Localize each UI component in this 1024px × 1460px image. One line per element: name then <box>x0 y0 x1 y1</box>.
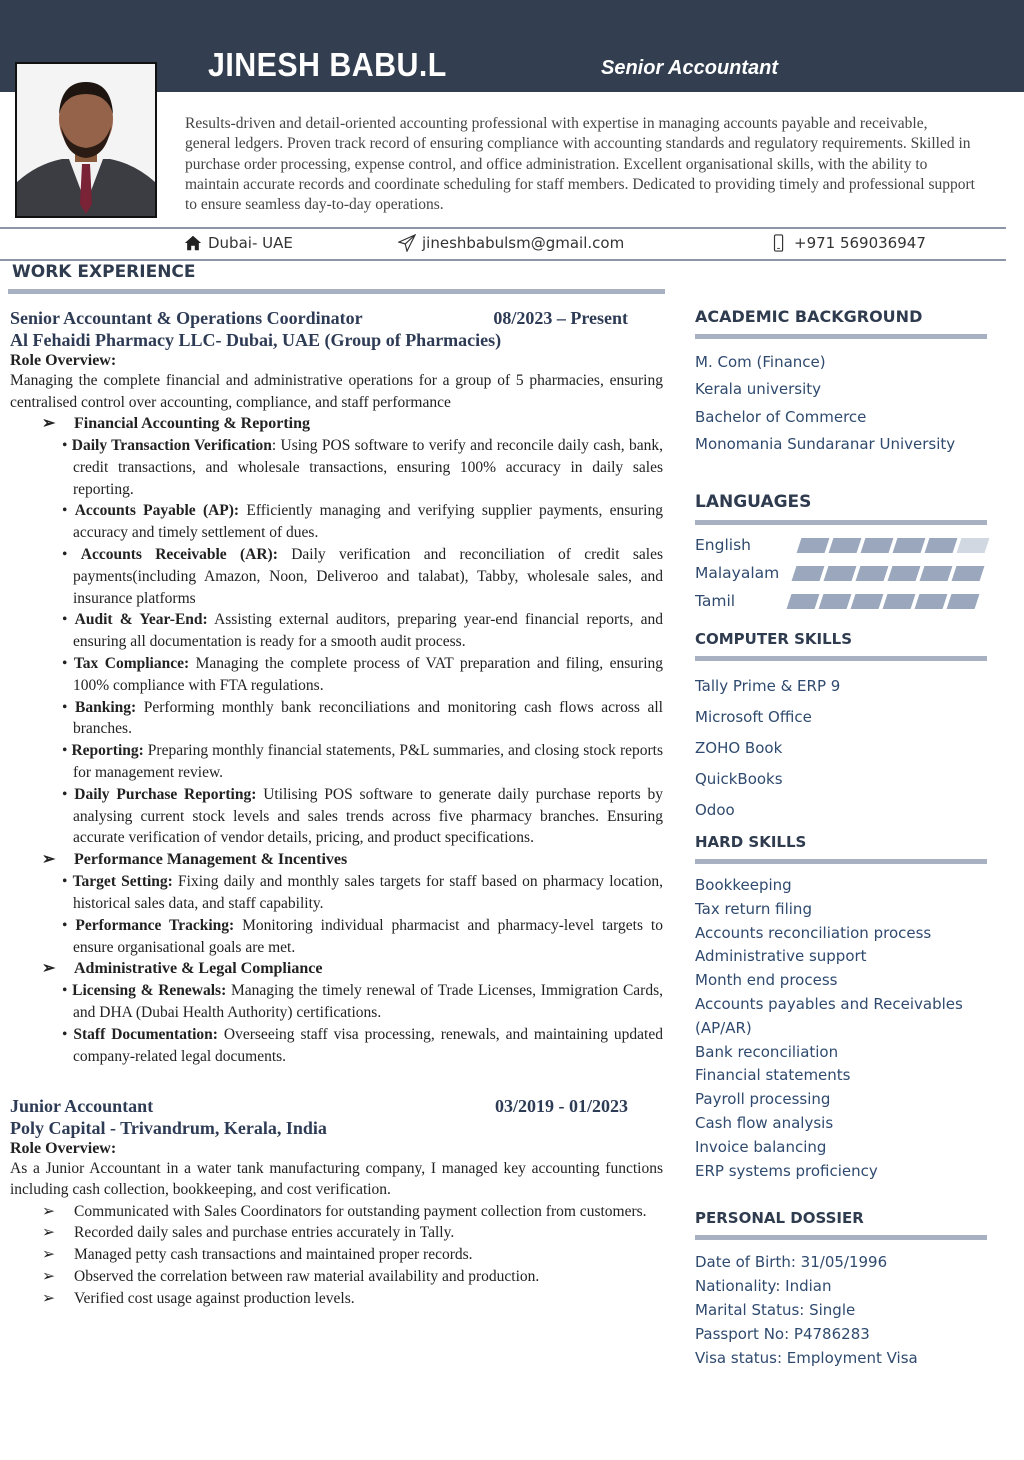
hard-skills-section <box>695 833 987 1183</box>
bullet-item <box>62 435 663 500</box>
email-text[interactable]: jineshbabulsm@gmail.com <box>422 234 625 252</box>
subsection-heading <box>42 413 663 435</box>
language-name: Malayalam <box>695 564 780 582</box>
bullet-item <box>62 544 663 609</box>
subsection-heading <box>42 958 663 980</box>
phone-text: +971 569036947 <box>794 234 926 252</box>
level-segment <box>952 566 985 581</box>
level-segment <box>947 594 980 609</box>
arrow-bullet-icon: ➢ <box>42 960 56 978</box>
contact-email[interactable] <box>398 234 624 252</box>
bullet-item <box>62 1024 663 1068</box>
bullet-item <box>42 1288 663 1310</box>
hard-skills-item: Payroll processing <box>695 1090 831 1109</box>
location-text: Dubai- UAE <box>208 234 293 252</box>
bullet-dot-icon: • <box>62 437 72 454</box>
role-overview-label: Role Overview: <box>10 352 117 369</box>
job-header <box>10 308 663 329</box>
hard-skills-item: Bookkeeping <box>695 876 792 894</box>
hard-skills-item: Month end process <box>695 971 838 990</box>
languages-section <box>695 492 987 615</box>
language-name: English <box>695 536 751 554</box>
language-row <box>695 559 987 587</box>
bullet-item <box>42 1222 663 1244</box>
bullet-text: Overseeing staff visa processing, renewals, and maintaining updated company-related legal documents. <box>73 1025 663 1065</box>
bullet-label: Audit & Year-End: <box>74 611 208 629</box>
personal-item: Nationality: Indian <box>695 1277 832 1295</box>
bullet-item <box>62 915 663 959</box>
job-dates: 03/2019 - 01/2023 <box>495 1095 628 1116</box>
computer-skills-item: Tally Prime & ERP 9 <box>695 677 841 695</box>
bullet-item <box>62 871 663 915</box>
level-segment <box>797 538 830 553</box>
bullet-label: Daily Purchase Reporting: <box>74 785 257 803</box>
bullet-dot-icon: • <box>62 698 75 716</box>
bullet-label: Accounts Payable (AP): <box>74 502 240 520</box>
academic-item: Monomania Sundaranar University <box>695 434 956 453</box>
bullet-text: Efficiently managing and verifying supplier payments, ensuring accuracy and timely settlement of dues. <box>73 502 663 542</box>
academic-item: Kerala university <box>695 380 821 399</box>
hard-skills-item: Invoice balancing <box>695 1137 827 1156</box>
hard-skills-heading: HARD SKILLS <box>695 833 807 851</box>
language-level-bar <box>789 594 977 609</box>
level-segment <box>925 538 958 553</box>
bullet-item <box>62 609 663 653</box>
bullet-text: Observed the correlation between raw material availability and production. <box>74 1267 540 1285</box>
bullet-dot-icon: • <box>62 742 72 760</box>
computer-skills-item: QuickBooks <box>695 770 783 788</box>
arrow-bullet-icon: ➢ <box>42 415 56 432</box>
job-title: Senior Accountant & Operations Coordinator <box>10 308 363 328</box>
personal-dossier-section <box>695 1209 987 1370</box>
paper-plane-icon <box>398 234 416 252</box>
bullet-text: Preparing monthly financial statements, P&L summaries, and closing stock reports for management review. <box>73 742 663 781</box>
bullet-item <box>42 1201 663 1223</box>
arrow-bullet-icon: ➢ <box>42 1246 55 1264</box>
bullet-dot-icon: • <box>62 873 73 891</box>
academic-heading: ACADEMIC BACKGROUND <box>695 307 923 326</box>
bullet-text: Daily verification and reconciliation of credit sales payments(including Amazon, Noon, Deliveroo and talabat), Tabby, wholesale sales, and insurance platforms <box>73 545 663 607</box>
section-rule <box>695 1235 987 1240</box>
bullet-dot-icon: • <box>62 982 73 1000</box>
bullet-text: Recorded daily sales and purchase entries accurately in Tally. <box>74 1224 455 1242</box>
bullet-item <box>62 980 663 1024</box>
computer-skills-section <box>695 630 987 826</box>
academic-section <box>695 307 987 458</box>
candidate-name: JINESH BABU.L <box>208 46 447 83</box>
job-dates: 08/2023 – Present <box>493 308 628 328</box>
section-rule <box>695 334 987 339</box>
section-rule <box>695 859 987 864</box>
bullet-item <box>42 1266 663 1288</box>
bullet-dot-icon: • <box>62 916 76 934</box>
role-overview-text: As a Junior Accountant in a water tank manufacturing company, I managed key accounting functions including cash collection, bookkeeping, and cost verification. <box>10 1159 663 1199</box>
level-segment <box>883 594 916 609</box>
job-title: Junior Accountant <box>10 1095 154 1116</box>
bullet-text: Verified cost usage against production levels. <box>74 1289 355 1307</box>
bullet-label: Reporting: <box>71 742 144 760</box>
computer-skills-item: Odoo <box>695 801 735 819</box>
bullet-label: Performance Tracking: <box>75 916 235 934</box>
role-overview-label: Role Overview: <box>10 1139 117 1157</box>
profile-photo <box>15 62 157 218</box>
hard-skills-item: Bank reconciliation <box>695 1042 839 1061</box>
bullet-text: Monitoring individual pharmacist and pharmacy-level targets to ensure organisational goals are met. <box>73 916 663 956</box>
bullet-item <box>62 740 663 784</box>
personal-item: Marital Status: Single <box>695 1301 856 1319</box>
level-segment <box>787 594 820 609</box>
languages-heading: LANGUAGES <box>695 492 812 512</box>
bullet-item <box>62 697 663 741</box>
bullet-dot-icon: • <box>62 502 75 520</box>
academic-item: M. Com (Finance) <box>695 353 826 371</box>
bullet-dot-icon: • <box>62 785 75 803</box>
arrow-bullet-icon: ➢ <box>42 1202 55 1220</box>
bullet-label: Daily Transaction Verification <box>71 437 272 454</box>
hard-skills-item: Accounts payables and Receivables (AP/AR) <box>695 994 963 1037</box>
company-name: Al Fehaidi Pharmacy LLC- Dubai, UAE (Group of Pharmacies) <box>10 330 502 350</box>
level-segment <box>851 594 884 609</box>
bullet-item <box>42 1244 663 1266</box>
level-segment <box>893 538 926 553</box>
hard-skills-item: Financial statements <box>695 1066 851 1085</box>
company-name: Poly Capital - Trivandrum, Kerala, India <box>10 1117 327 1138</box>
contact-phone <box>770 234 926 252</box>
divider <box>0 227 1006 229</box>
academic-item: Bachelor of Commerce <box>695 407 867 426</box>
bullet-item <box>62 500 663 544</box>
bullet-text: Utilising POS software to generate daily purchase reports by analysing current stock levels and sales trends across five pharmacy branches. Ensuring accurate verification of vendor details, pricing, and product specifications. <box>73 785 663 847</box>
bullet-text: Communicated with Sales Coordinators for outstanding payment collection from customers. <box>74 1202 647 1220</box>
level-segment <box>856 566 889 581</box>
section-rule <box>695 656 987 661</box>
subsection-title: Performance Management & Incentives <box>74 851 348 869</box>
job-header <box>10 1096 663 1117</box>
bullet-dot-icon: • <box>62 545 81 563</box>
bullet-text: Managed petty cash transactions and maintained proper records. <box>74 1246 473 1264</box>
bullet-text: Assisting external auditors, preparing year-end financial reports, and ensuring all documentation is ready for a smooth audit process. <box>73 611 663 651</box>
level-segment <box>792 566 825 581</box>
bullet-label: Accounts Receivable (AR): <box>80 545 278 563</box>
level-segment <box>861 538 894 553</box>
arrow-bullet-icon: ➢ <box>42 851 56 869</box>
computer-skills-item: Microsoft Office <box>695 708 812 726</box>
hard-skills-item: ERP systems proficiency <box>695 1161 878 1180</box>
level-segment <box>824 566 857 581</box>
section-rule <box>8 289 665 294</box>
bullet-label: Tax Compliance: <box>73 654 190 672</box>
role-overview-text: Managing the complete financial and administrative operations for a group of 5 pharmacies, ensuring centralised control over accounting, compliance, and staff performance <box>10 372 663 411</box>
bullet-label: Target Setting: <box>72 873 173 891</box>
personal-item: Date of Birth: 31/05/1996 <box>695 1253 888 1271</box>
bullet-label: Staff Documentation: <box>73 1025 218 1043</box>
arrow-bullet-icon: ➢ <box>42 1267 55 1285</box>
bullet-dot-icon: • <box>62 654 74 672</box>
language-row <box>695 587 987 615</box>
divider <box>0 259 1006 261</box>
computer-skills-heading: COMPUTER SKILLS <box>695 630 853 648</box>
mobile-phone-icon <box>770 234 788 252</box>
job-entry <box>10 308 663 1068</box>
contact-location <box>184 234 293 252</box>
bullet-text: Performing monthly bank reconciliations and monitoring cash flows across all branches. <box>73 698 663 738</box>
hard-skills-item: Administrative support <box>695 947 867 966</box>
candidate-title: Senior Accountant <box>601 57 779 79</box>
arrow-bullet-icon: ➢ <box>42 1224 55 1242</box>
hard-skills-item: Cash flow analysis <box>695 1113 834 1132</box>
level-segment <box>915 594 948 609</box>
bullet-text: Managing the timely renewal of Trade Licenses, Immigration Cards, and DHA (Dubai Health Authority) certifications. <box>73 982 663 1022</box>
hard-skills-item: Tax return filing <box>695 899 812 918</box>
section-rule <box>695 520 987 525</box>
bullet-text: Fixing daily and monthly sales targets for staff based on pharmacy location, historical sales data, and staff capability. <box>73 873 663 912</box>
level-segment <box>819 594 852 609</box>
work-experience-heading: WORK EXPERIENCE <box>12 262 196 282</box>
bullet-label: Banking: <box>75 698 137 716</box>
subsection-heading <box>42 849 663 871</box>
bullet-dot-icon: • <box>62 611 75 629</box>
bullet-item <box>62 653 663 697</box>
personal-item: Passport No: P4786283 <box>695 1325 870 1343</box>
computer-skills-item: ZOHO Book <box>695 739 783 757</box>
level-segment <box>829 538 862 553</box>
bullet-text: : Using POS software to verify and reconcile daily cash, bank, credit transactions, and wholesale transactions, ensuring 100% accuracy in daily sales reporting. <box>73 437 663 498</box>
personal-item: Visa status: Employment Visa <box>695 1349 918 1367</box>
language-level-bar <box>799 538 987 553</box>
language-row <box>695 531 987 559</box>
language-level-bar <box>794 566 982 581</box>
bullet-item <box>62 784 663 849</box>
personal-dossier-heading: PERSONAL DOSSIER <box>695 1209 864 1227</box>
level-segment <box>957 538 990 553</box>
bullet-label: Licensing & Renewals: <box>72 982 227 1000</box>
level-segment <box>888 566 921 581</box>
bullet-dot-icon: • <box>62 1025 74 1043</box>
hard-skills-item: Accounts reconciliation process <box>695 923 932 942</box>
bullet-text: Managing the complete process of VAT preparation and filing, ensuring 100% compliance with FTA regulations. <box>73 654 664 694</box>
home-icon <box>184 234 202 252</box>
subsection-title: Financial Accounting & Reporting <box>74 415 311 432</box>
job-entry <box>10 1096 663 1310</box>
level-segment <box>920 566 953 581</box>
work-experience-list <box>10 308 663 1310</box>
language-name: Tamil <box>695 592 736 610</box>
subsection-title: Administrative & Legal Compliance <box>74 960 323 978</box>
professional-summary: Results-driven and detail-oriented accounting professional with expertise in managing accounts payable and receivable, general ledgers. Proven track record of ensuring compliance with accounting standards and regulatory requirements. Skilled in purchase order processing, expense control, and office administration. Excellent organisational skills, with the ability to maintain accurate records and coordinate scheduling for staff members. Dedicated to providing timely and professional support to ensure seamless day-to-day operations. <box>185 115 975 214</box>
arrow-bullet-icon: ➢ <box>42 1289 55 1307</box>
